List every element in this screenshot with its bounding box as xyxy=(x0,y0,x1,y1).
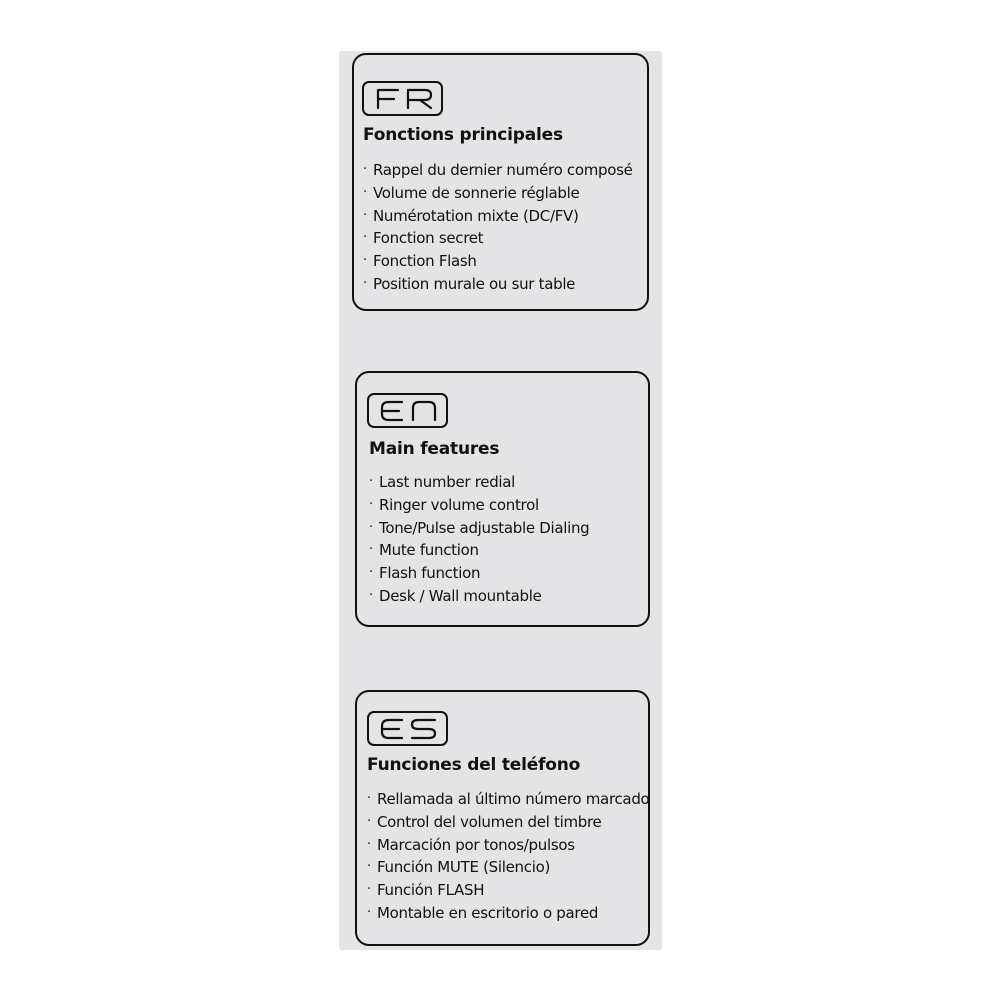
list-item xyxy=(363,273,633,296)
list-item-text: Montable en escritorio o pared xyxy=(377,903,599,922)
list-item-text: Función FLASH xyxy=(377,881,485,900)
list-item-text: Flash function xyxy=(379,564,481,583)
list-item xyxy=(363,205,633,228)
lang-badge-es xyxy=(367,711,448,746)
list-item xyxy=(363,250,633,273)
list-item-text: Position murale ou sur table xyxy=(373,274,576,293)
list-item xyxy=(367,788,649,811)
lang-code-es-icon xyxy=(369,713,446,744)
lang-badge-fr xyxy=(362,81,443,116)
bullet-icon: · xyxy=(369,565,373,581)
list-item xyxy=(369,471,589,494)
bullet-icon: · xyxy=(367,859,371,875)
section-title-en: Main features xyxy=(369,439,500,459)
list-item xyxy=(369,517,589,540)
bullet-icon: · xyxy=(369,519,373,535)
list-item xyxy=(367,856,649,879)
list-item xyxy=(369,562,589,585)
list-item-text: Numérotation mixte (DC/FV) xyxy=(373,206,579,225)
section-title-fr: Fonctions principales xyxy=(363,125,563,145)
bullet-icon: · xyxy=(369,474,373,489)
list-item xyxy=(367,811,649,834)
bullet-icon: · xyxy=(369,542,373,558)
list-item xyxy=(367,902,649,925)
list-item-text: Last number redial xyxy=(379,473,516,491)
bullet-icon: · xyxy=(363,230,367,246)
list-item xyxy=(369,539,589,562)
list-item-text: Función MUTE (Silencio) xyxy=(377,858,551,877)
list-item xyxy=(367,834,649,857)
list-item-text: Rellamada al último número marcado xyxy=(377,790,650,808)
lang-badge-en xyxy=(367,393,448,428)
feature-list-fr xyxy=(363,159,633,296)
bullet-icon: · xyxy=(367,791,371,806)
bullet-icon: · xyxy=(363,253,367,269)
list-item-text: Control del volumen del timbre xyxy=(377,812,602,831)
list-item xyxy=(363,182,633,205)
panel-fr xyxy=(352,53,649,311)
bullet-icon: · xyxy=(363,184,367,200)
feature-list-en xyxy=(369,471,589,608)
list-item xyxy=(363,227,633,250)
bullet-icon: · xyxy=(363,162,367,177)
bullet-icon: · xyxy=(367,813,371,829)
lang-code-en-icon xyxy=(369,395,446,426)
list-item-text: Fonction Flash xyxy=(373,252,477,271)
lang-code-fr-icon xyxy=(364,83,441,114)
panel-es xyxy=(355,690,650,946)
feature-list-es xyxy=(367,788,649,925)
list-item-text: Marcación por tonos/pulsos xyxy=(377,835,575,854)
section-title-es: Funciones del teléfono xyxy=(367,755,581,775)
list-item-text: Desk / Wall mountable xyxy=(379,586,542,605)
list-item-text: Tone/Pulse adjustable Dialing xyxy=(379,518,590,537)
list-item xyxy=(369,585,589,608)
bullet-icon: · xyxy=(369,587,373,603)
panel-en xyxy=(355,371,650,627)
bullet-icon: · xyxy=(363,207,367,223)
bullet-icon: · xyxy=(367,836,371,852)
list-item xyxy=(367,879,649,902)
list-item xyxy=(369,494,589,517)
list-item-text: Volume de sonnerie réglable xyxy=(373,183,580,202)
list-item-text: Mute function xyxy=(379,541,479,560)
list-item-text: Rappel du dernier numéro composé xyxy=(373,161,633,179)
list-item-text: Ringer volume control xyxy=(379,495,539,514)
bullet-icon: · xyxy=(367,904,371,920)
list-item xyxy=(363,159,633,182)
bullet-icon: · xyxy=(369,496,373,512)
bullet-icon: · xyxy=(363,275,367,291)
bullet-icon: · xyxy=(367,882,371,898)
list-item-text: Fonction secret xyxy=(373,229,484,248)
